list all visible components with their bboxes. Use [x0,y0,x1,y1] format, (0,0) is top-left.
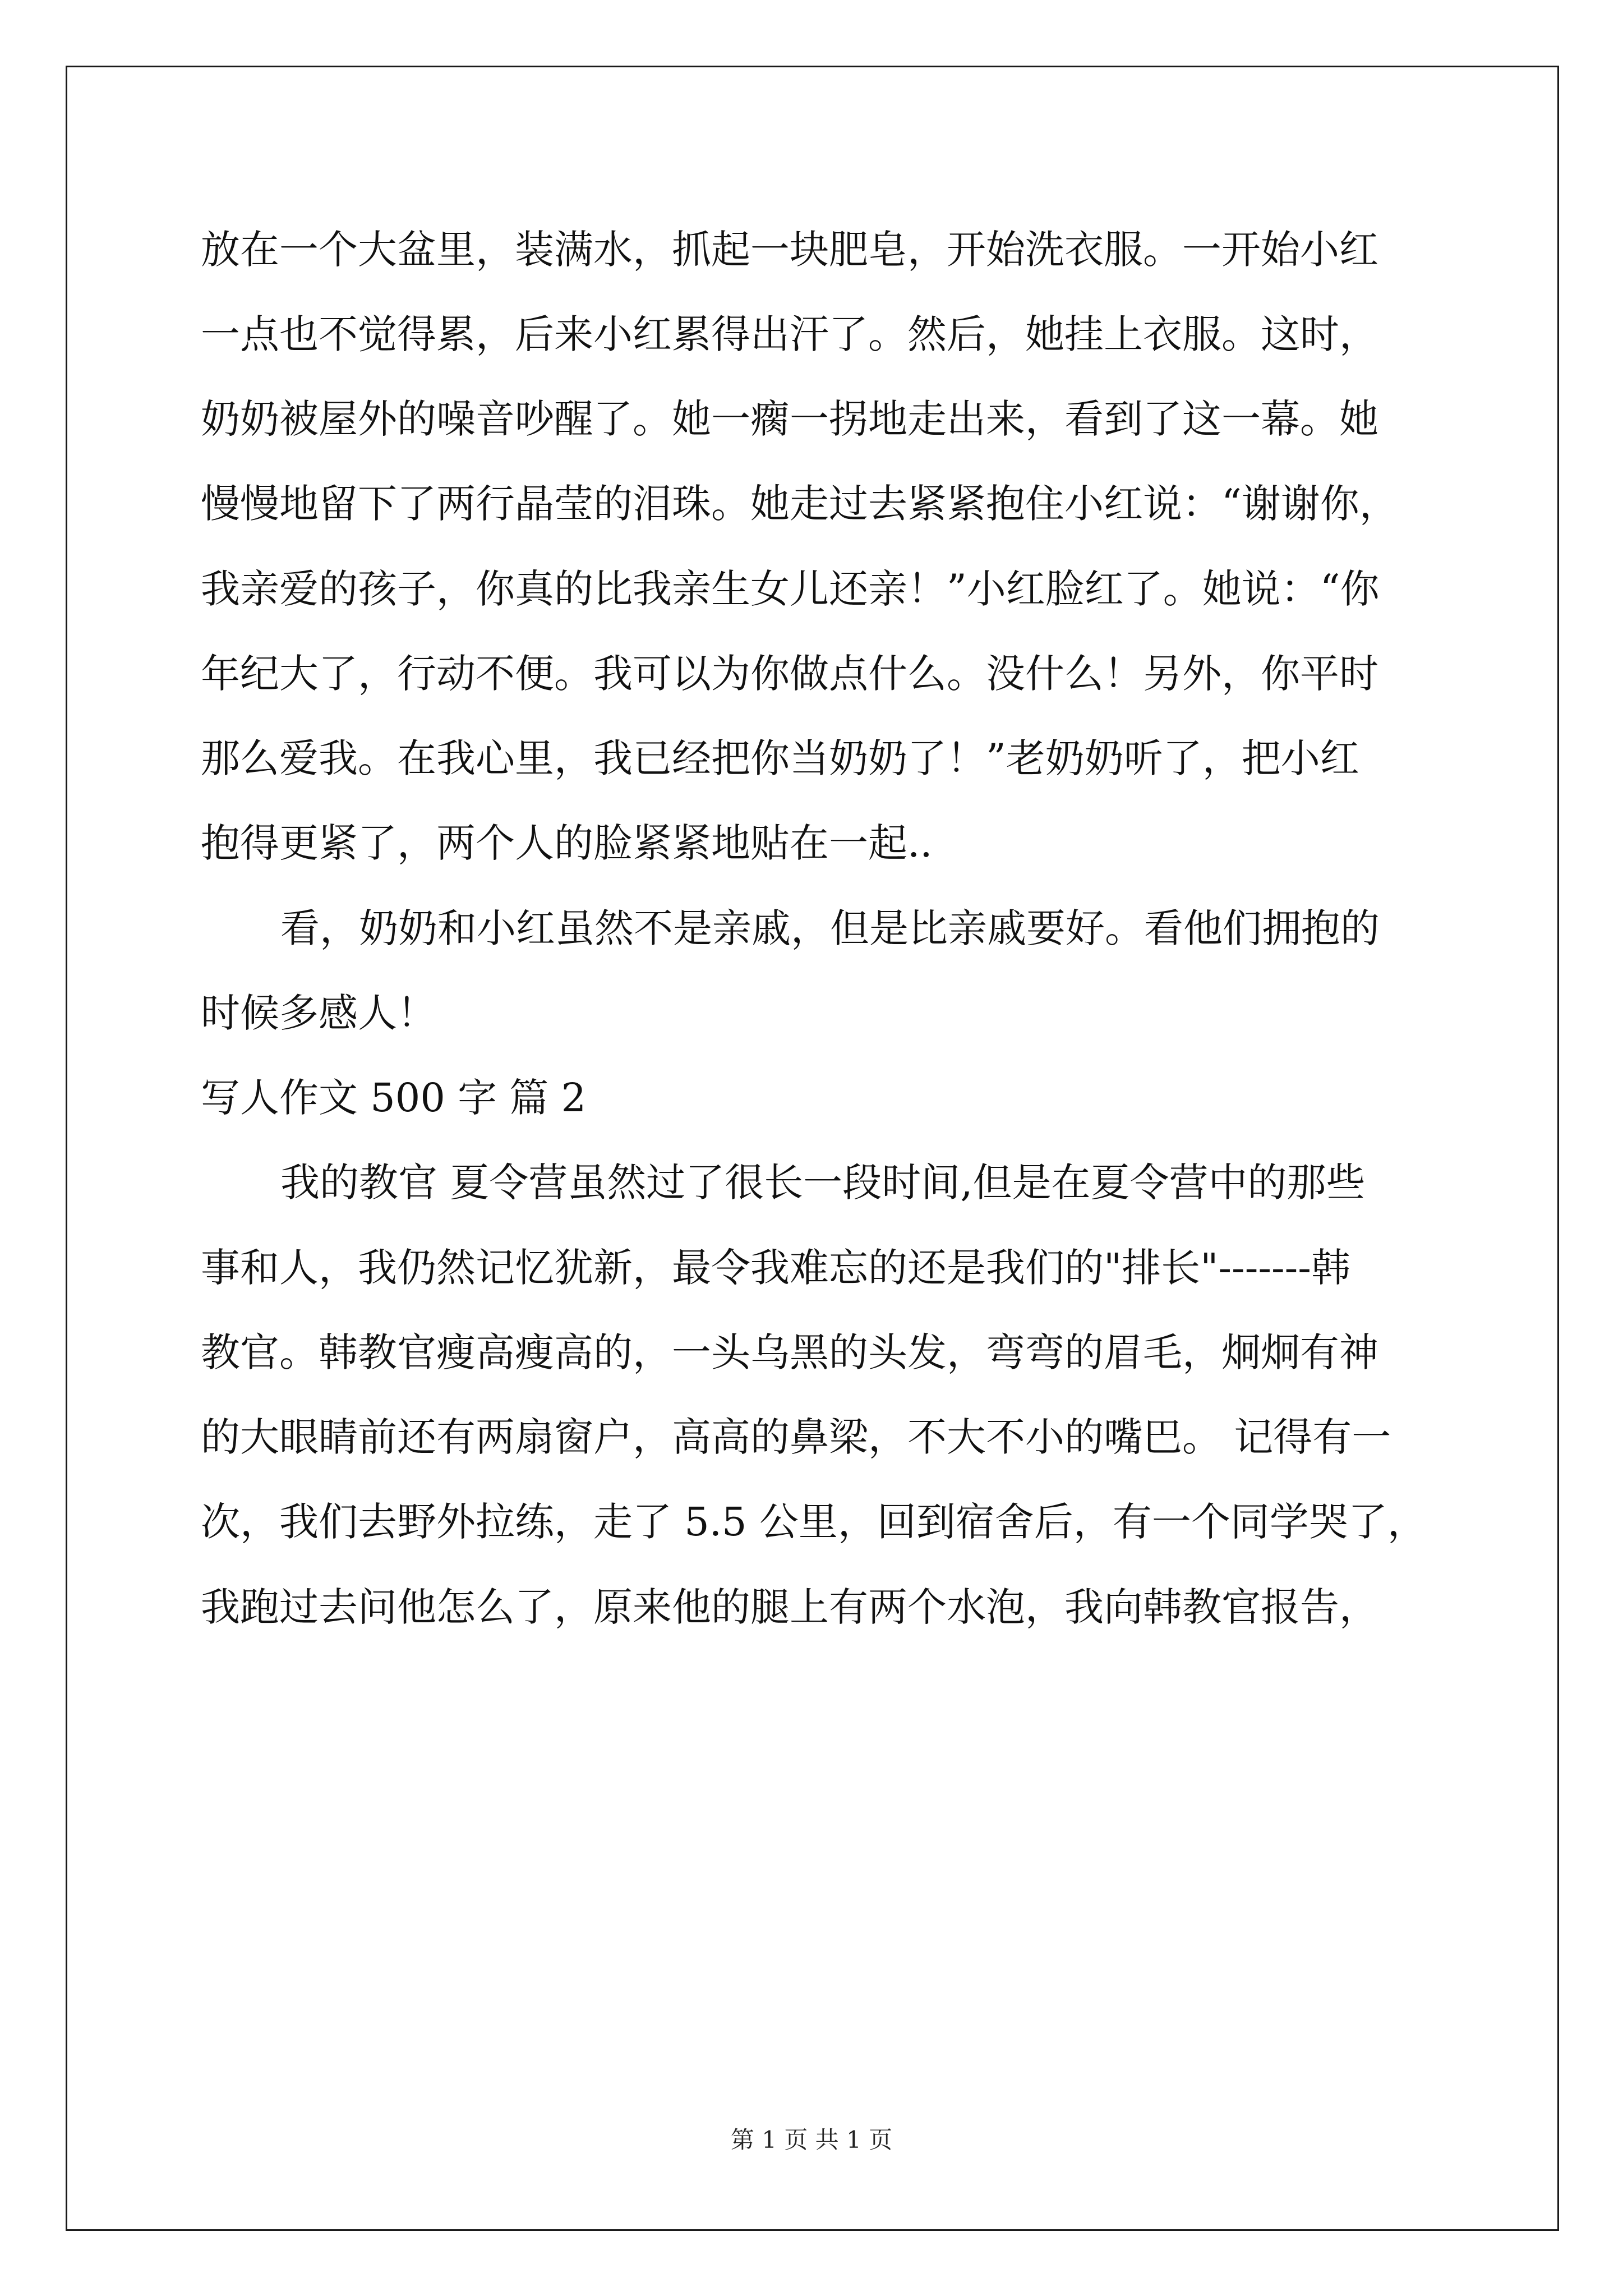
text-line-2: 一点也不觉得累，后来小红累得出汗了。然后，她挂上衣服。这时， [201,311,1378,357]
text-line-16: 次，我们去野外拉练，走了 5.5 公里，回到宿舍后，有一个同学哭了， [201,1499,1427,1545]
text-line-10: 时候多感人！ [201,990,436,1036]
text-line-13: 事和人，我仍然记忆犹新，最令我难忘的还是我们的"排长"-------韩 [201,1245,1350,1291]
text-line-15: 的大眼睛前还有两扇窗户，高高的鼻梁，不大不小的嘴巴。 记得有一 [201,1414,1391,1460]
text-line-9: 看，奶奶和小红虽然不是亲戚，但是比亲戚要好。看他们拥抱的 [280,905,1380,951]
section-heading: 写人作文 500 字 篇 2 [201,1075,587,1121]
page-number: 第 1 页 共 1 页 [730,2126,893,2154]
page-border [66,66,1559,2231]
text-line-4: 慢慢地留下了两行晶莹的泪珠。她走过去紧紧抱住小红说：“谢谢你， [201,481,1399,527]
text-line-1: 放在一个大盆里，装满水，抓起一块肥皂，开始洗衣服。一开始小红 [201,227,1378,273]
text-line-3: 奶奶被屋外的噪音吵醒了。她一瘸一拐地走出来，看到了这一幕。她 [201,396,1378,442]
text-line-12: 我的教官 夏令营虽然过了很长一段时间,但是在夏令营中的那些 [280,1159,1366,1205]
text-line-8: 抱得更紧了，两个人的脸紧紧地贴在一起.. [201,820,933,866]
text-line-17: 我跑过去问他怎么了，原来他的腿上有两个水泡，我向韩教官报告， [201,1584,1378,1630]
text-line-5: 我亲爱的孩子，你真的比我亲生女儿还亲！”小红脸红了。她说：“你 [201,566,1380,612]
text-line-6: 年纪大了，行动不便。我可以为你做点什么。没什么！另外，你平时 [201,651,1378,697]
text-line-14: 教官。韩教官瘦高瘦高的，一头乌黑的头发，弯弯的眉毛，炯炯有神 [201,1329,1378,1375]
text-line-7: 那么爱我。在我心里，我已经把你当奶奶了！”老奶奶听了，把小红 [201,735,1359,781]
